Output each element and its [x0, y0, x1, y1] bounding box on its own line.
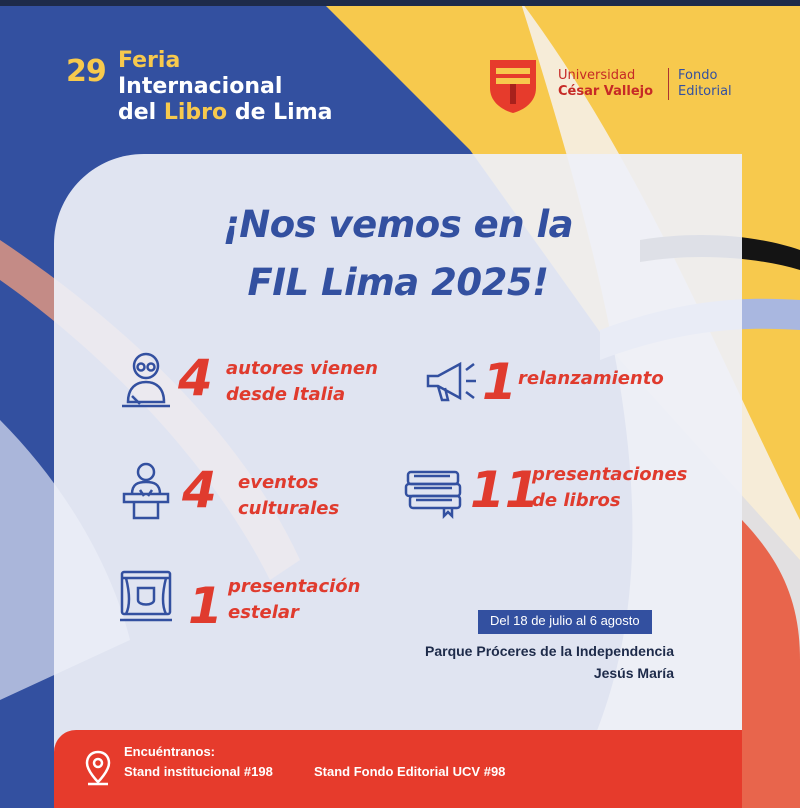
stat-events: [118, 460, 398, 540]
ucv-shield-icon: [488, 58, 538, 114]
stage-icon: [118, 566, 174, 628]
stat-label-line1: presentaciones: [532, 464, 688, 485]
fil-edition-number: 29: [66, 54, 106, 89]
books-stack-icon: [404, 460, 464, 522]
ucv-name: [558, 68, 653, 100]
stat-relaunch: [424, 352, 704, 432]
stat-book-presentations: [404, 460, 704, 540]
stat-authors: [118, 348, 398, 428]
fil-title-line3: [118, 100, 332, 125]
author-icon: [118, 348, 174, 410]
ucv-divider: [668, 68, 669, 100]
fil-title-line3-a: del: [118, 100, 164, 125]
stat-number: 11: [470, 461, 540, 519]
stat-label-line1: eventos: [238, 472, 319, 493]
event-place-line2: Jesús María: [593, 665, 674, 681]
location-pin-icon: [84, 750, 112, 786]
ucv-logo: [488, 58, 748, 114]
fil-title-line2: Internacional: [118, 74, 283, 99]
fil-title-line3-b: Libro: [163, 100, 228, 125]
headline: [54, 196, 742, 312]
ucv-fondo-line1: Fondo: [678, 68, 718, 83]
event-place: [425, 640, 674, 684]
stat-number: 1: [482, 353, 517, 411]
footer-stand-institutional: Stand institucional #198: [124, 764, 273, 779]
stat-number: 4: [182, 461, 217, 519]
stat-label-line2: estelar: [228, 602, 299, 623]
ucv-fondo: [678, 68, 732, 100]
fil-title-line3-c: de Lima: [227, 100, 333, 125]
footer-bar: [54, 730, 742, 808]
speaker-podium-icon: [118, 460, 174, 522]
footer-title: Encuéntranos:: [124, 744, 216, 759]
stat-label-line2: de libros: [532, 490, 621, 511]
stat-stellar-presentation: [118, 566, 398, 646]
stat-label-line1: presentación: [228, 576, 361, 597]
ucv-name-line1: Universidad: [558, 68, 636, 83]
event-place-line1: Parque Próceres de la Independencia: [425, 643, 674, 659]
stat-number: 1: [188, 577, 223, 635]
stat-label-line1: autores vienen: [226, 358, 378, 379]
headline-line1: ¡Nos vemos en la: [222, 203, 574, 246]
headline-line2: FIL Lima 2025!: [247, 261, 549, 304]
ucv-name-line2: César Vallejo: [558, 84, 654, 99]
event-dates-badge: Del 18 de julio al 6 agosto: [478, 610, 652, 634]
footer-stand-fondo: Stand Fondo Editorial UCV #98: [314, 764, 506, 779]
ucv-fondo-line2: Editorial: [678, 84, 732, 99]
stat-number: 4: [178, 349, 213, 407]
stat-label-line1: relanzamiento: [518, 368, 664, 389]
fil-title-line1: Feria: [118, 48, 181, 73]
stat-label-line2: desde Italia: [226, 384, 346, 405]
megaphone-icon: [424, 352, 480, 414]
stat-label-line2: culturales: [238, 498, 340, 519]
